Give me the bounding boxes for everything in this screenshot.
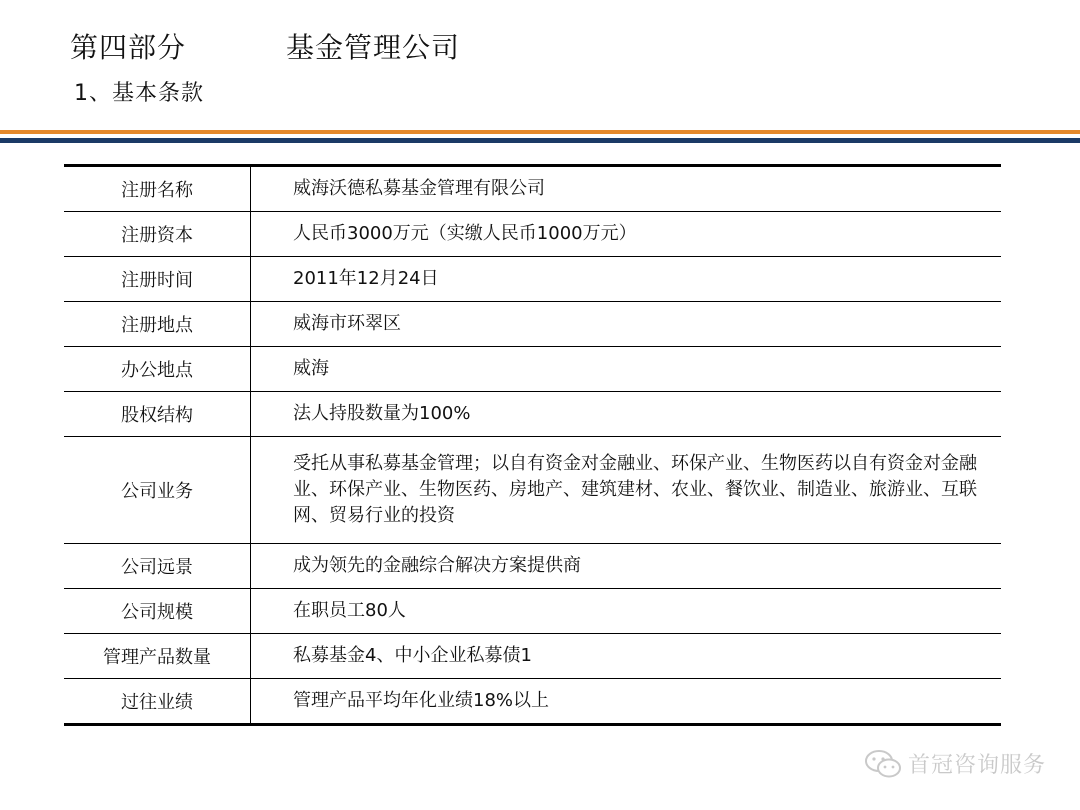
basic-terms-table <box>64 164 1001 726</box>
row-label: 过往业绩 <box>64 679 251 725</box>
table-row <box>64 437 1001 544</box>
row-label: 管理产品数量 <box>64 634 251 679</box>
row-label: 办公地点 <box>64 347 251 392</box>
page-header <box>70 24 460 68</box>
row-value: 受托从事私募基金管理；以自有资金对金融业、环保产业、生物医药以自有资金对金融业、环保产业、生物医药、房地产、建筑建材、农业、餐饮业、制造业、旅游业、互联网、贸易行业的投资 <box>251 437 1002 544</box>
row-value: 管理产品平均年化业绩18%以上 <box>251 679 1002 725</box>
table-row <box>64 589 1001 634</box>
table-row <box>64 634 1001 679</box>
page-subtitle: 1、基本条款 <box>74 81 204 106</box>
table-row <box>64 679 1001 725</box>
row-value: 私募基金4、中小企业私募债1 <box>251 634 1002 679</box>
table-row <box>64 544 1001 589</box>
row-label: 注册资本 <box>64 212 251 257</box>
row-label: 公司规模 <box>64 589 251 634</box>
table-row <box>64 347 1001 392</box>
row-value: 成为领先的金融综合解决方案提供商 <box>251 544 1002 589</box>
table-row <box>64 392 1001 437</box>
section-label: 第四部分 <box>70 31 187 64</box>
row-label: 公司远景 <box>64 544 251 589</box>
row-value: 人民币3000万元（实缴人民币1000万元） <box>251 212 1002 257</box>
row-value: 威海沃德私募基金管理有限公司 <box>293 178 545 199</box>
table-row <box>64 302 1001 347</box>
row-label: 股权结构 <box>64 392 251 437</box>
row-label: 公司业务 <box>64 437 251 544</box>
row-value: 在职员工80人 <box>251 589 1002 634</box>
row-label: 注册名称 <box>64 166 251 212</box>
watermark-text: 首冠咨询服务 <box>907 753 1046 778</box>
row-value: 2011年12月24日 <box>251 257 1002 302</box>
table-row <box>64 166 1001 212</box>
table-row <box>64 257 1001 302</box>
navy-divider <box>0 138 1080 143</box>
watermark <box>864 748 1046 779</box>
wechat-icon <box>864 749 902 779</box>
orange-divider <box>0 130 1080 134</box>
row-value: 法人持股数量为100% <box>251 392 1002 437</box>
row-label: 注册地点 <box>64 302 251 347</box>
row-value: 威海市环翠区 <box>251 302 1002 347</box>
table-row <box>64 212 1001 257</box>
row-value: 威海 <box>251 347 1002 392</box>
row-label: 注册时间 <box>64 257 251 302</box>
page-title: 基金管理公司 <box>286 31 461 64</box>
